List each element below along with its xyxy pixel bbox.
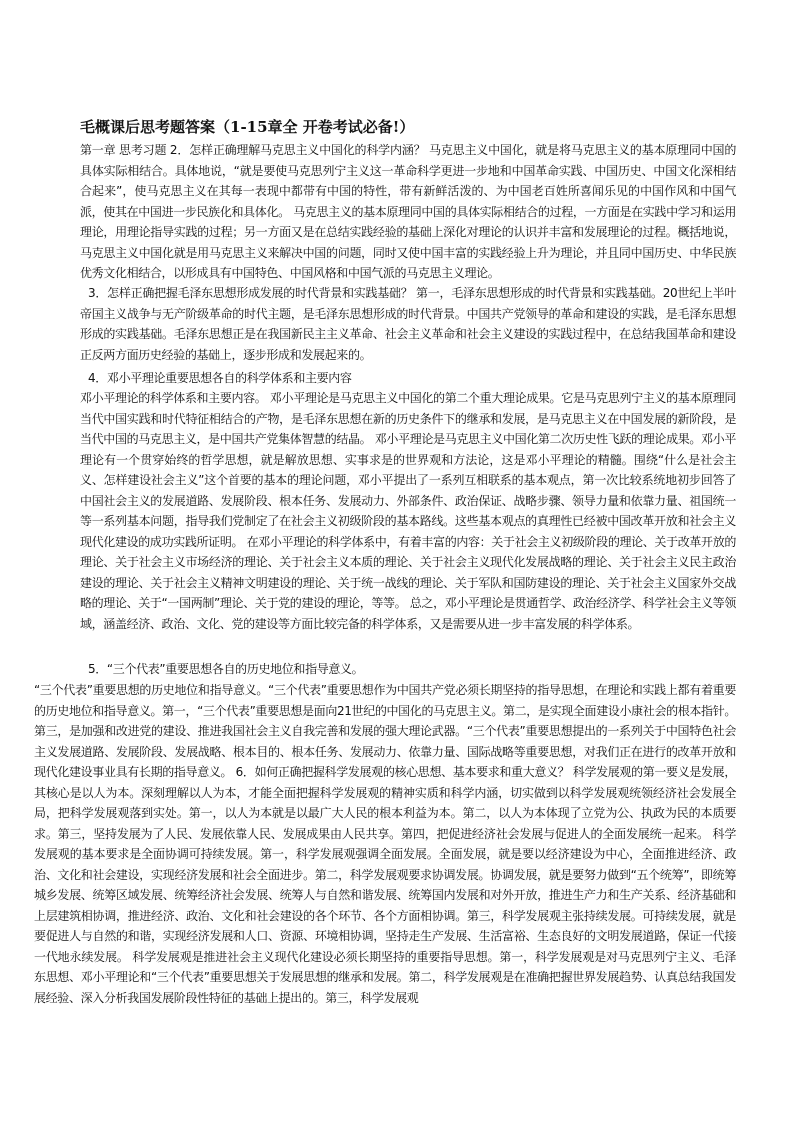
- paragraph-deng-theory: 邓小平理论的科学体系和主要内容。 邓小平理论是马克思主义中国化的第二个重大理论成果。它是马克思列宁主义的基本原理同当代中国实践和时代特征相结合的产物，是毛泽东思想在新的历史条件下的继承和发展，是马克思主义在中国发展的新阶段，是当代中国的马克思主义，是中国共产党集体智慧的结晶。 邓小平理论是马克思主义中国化第二次历史性飞跃的理论成果。邓小平理论有一个贯穿始终的哲学思想，就是解放思想、实事求是的世界观和方法论，这是邓小平理论的精髓。围绕“什么是社会主义、怎样建设社会主义”这个首要的基本的理论问题，邓小平提出了一系列互相联系的基本观点，第一次比较系统地初步回答了中国社会主义的发展道路、发展阶段、根本任务、发展动力、外部条件、政治保证、战略步骤、领导力量和依靠力量、祖国统一等一系列基本问题，指导我们党制定了在社会主义初级阶段的基本路线。这些基本观点的真理性已经被中国改革开放和社会主义现代化建设的成功实践所证明。 在邓小平理论的科学体系中，有着丰富的内容：关于社会主义初级阶段的理论、关于改革开放的理论、关于社会主义市场经济的理论、关于社会主义本质的理论、关于社会主义现代化发展战略的理论、关于社会主义民主政治建设的理论、关于社会主义精神文明建设的理论、关于统一战线的理论、关于军队和国防建设的理论、关于社会主义国家外交战略的理论、关于“一国两制”理论、关于党的建设的理论，等等。 总之，邓小平理论是贯通哲学、政治经济学、科学社会主义等领域，涵盖经济、政治、文化、党的建设等方面比较完备的科学体系，又是需要从进一步丰富发展的科学体系。: [80, 391, 736, 631]
- paragraph-three-represents-and-q6: “三个代表”重要思想的历史地位和指导意义。“三个代表”重要思想作为中国共产党必须长期坚持的指导思想，在理论和实践上都有着重要的历史地位和指导意义。第一，“三个代表”重要思想是面向21世纪的中国化的马克思主义。第二，是实现全面建设小康社会的根本指针。第三，是加强和改进党的建设、推进我国社会主义自我完善和发展的强大理论武器。“三个代表”重要思想提出的一系列关于中国特色社会主义发展道路、发展阶段、发展战略、根本目的、根本任务、发展动力、依靠力量、国际战略等重要思想，对我们正在进行的改革开放和现代化建设事业具有长期的指导意义。 6．如何正确把握科学发展观的核心思想、基本要求和重大意义？ 科学发展观的第一要义是发展，其核心是以人为本。深刻理解以人为本，才能全面把握科学发展观的精神实质和科学内涵，切实做到以科学发展观统领经济社会发展全局，把科学发展观落到实处。第一，以人为本就是以最广大人民的根本利益为本。第二，以人为本体现了立党为公、执政为民的本质要求。第三，坚持发展为了人民、发展依靠人民、发展成果由人民共享。第四，把促进经济社会发展与促进人的全面发展统一起来。 科学发展观的基本要求是全面协调可持续发展。第一，科学发展观强调全面发展。全面发展，就是要以经济建设为中心，全面推进经济、政治、文化和社会建设，实现经济发展和社会全面进步。第二，科学发展观要求协调发展。协调发展，就是要努力做到“五个统筹”，即统筹城乡发展、统筹区域发展、统筹经济社会发展、统筹人与自然和谐发展、统筹国内发展和对外开放，推进生产力和生产关系、经济基础和上层建筑相协调，推进经济、政治、文化和社会建设的各个环节、各个方面相协调。第三，科学发展观主张持续发展。可持续发展，就是要促进人与自然的和谐，实现经济发展和人口、资源、环境相协调，坚持走生产发展、生活富裕、生态良好的文明发展道路，保证一代接一代地永续发展。 科学发展观是推进社会主义现代化建设必须长期坚持的重要指导思想。第一，科学发展观是对马克思列宁主义、毛泽东思想、邓小平理论和“三个代表”重要思想关于发展思想的继承和发展。第二，科学发展观是在准确把握世界发展趋势、认真总结我国发展经验、深入分析我国发展阶段性特征的基础上提出的。第三，科学发展观: [34, 683, 737, 1005]
- paragraph-q3: 3．怎样正确把握毛泽东思想形成发展的时代背景和实践基础？ 第一，毛泽东思想形成的时代背景和实践基础。20世纪上半叶帝国主义战争与无产阶级革命的时代主题，是毛泽东思想形成的时代背景。中国共产党领导的革命和建设的实践，是毛泽东思想形成的实践基础。毛泽东思想正是在我国新民主主义革命、社会主义革命和社会主义建设的实践过程中，在总结我国革命和建设正反两方面历史经验的基础上，逐步形成和发展起来的。: [80, 286, 736, 362]
- heading-q4: 4．邓小平理论重要思想各自的科学体系和主要内容: [88, 371, 352, 385]
- document-title: 毛概课后思考题答案（1-15章全 开卷考试必备!）: [80, 118, 415, 136]
- heading-q5: 5．“三个代表”重要思想各自的历史地位和指导意义。: [88, 662, 364, 676]
- paragraph-chapter1-q2: 第一章 思考习题 2．怎样正确理解马克思主义中国化的科学内涵？ 马克思主义中国化，就是将马克思主义的基本原理同中国的具体实际相结合。具体地说，“就是要使马克思列宁主义这一革命科学更进一步地和中国革命实践、中国历史、中国文化深相结合起来”，使马克思主义在其每一表现中都带有中国的特性，带有新鲜活泼的、为中国老百姓所喜闻乐见的中国作风和中国气派，使其在中国进一步民族化和具体化。 马克思主义的基本原理同中国的具体实际相结合的过程，一方面是在实践中学习和运用理论，用理论指导实践的过程；另一方面又是在总结实践经验的基础上深化对理论的认识并丰富和发展理论的过程。概括地说，马克思主义中国化就是用马克思主义来解决中国的问题，同时又使中国丰富的实践经验上升为理论，并且同中国历史、中华民族优秀文化相结合，以形成具有中国特色、中国风格和中国气派的马克思主义理论。: [80, 143, 736, 280]
